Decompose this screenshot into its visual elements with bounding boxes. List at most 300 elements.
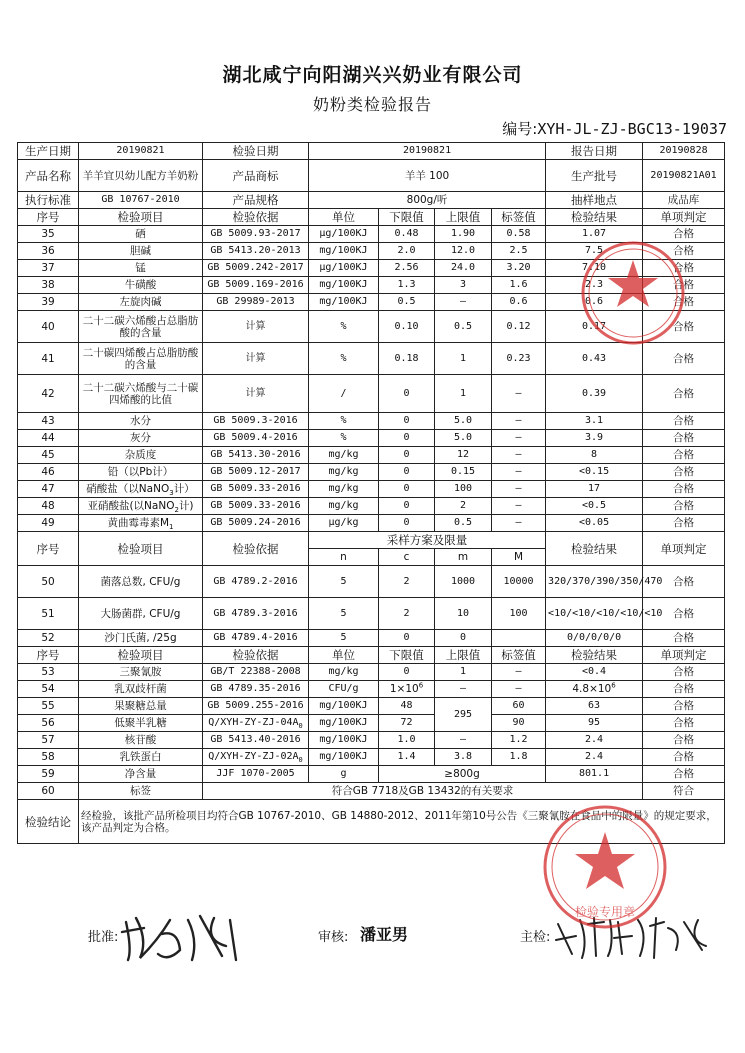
plan-M bbox=[492, 630, 546, 647]
unit: mg/100KJ bbox=[309, 277, 379, 294]
info-row-1 bbox=[18, 143, 725, 160]
upper-limit: 12 bbox=[435, 447, 492, 464]
loc-label: 抽样地点 bbox=[546, 192, 643, 209]
test-basis: GB 5009.255-2016 bbox=[203, 698, 309, 715]
lower-limit: 0 bbox=[379, 447, 435, 464]
judgement: 合格 bbox=[643, 498, 725, 515]
label-value: – bbox=[492, 375, 546, 413]
lower-limit: 0.10 bbox=[379, 311, 435, 343]
test-basis: GB 4789.4-2016 bbox=[203, 630, 309, 647]
judgement: 合格 bbox=[643, 447, 725, 464]
header-cell: 单项判定 bbox=[643, 647, 725, 664]
item-name-end: 计） bbox=[173, 483, 195, 495]
std-label: 执行标准 bbox=[18, 192, 79, 209]
table-row bbox=[18, 430, 725, 447]
label-requirement: 符合GB 7718及GB 13432的有关要求 bbox=[203, 783, 643, 800]
item-name: 二十碳四烯酸占总脂肪酸的含量 bbox=[79, 343, 203, 375]
test-result: <10/<10/<10/<10/<10 bbox=[546, 598, 643, 630]
upper-limit: 5.0 bbox=[435, 413, 492, 430]
lower-limit: 72 bbox=[379, 715, 435, 732]
unit: mg/kg bbox=[309, 481, 379, 498]
row-number: 35 bbox=[18, 226, 79, 243]
unit: mg/100KJ bbox=[309, 749, 379, 766]
upper-limit: 0.5 bbox=[435, 515, 492, 532]
row-number: 56 bbox=[18, 715, 79, 732]
row-number: 53 bbox=[18, 664, 79, 681]
item-name: 核苷酸 bbox=[79, 732, 203, 749]
header-cell: 检验结果 bbox=[546, 532, 643, 566]
item-name: 杂质度 bbox=[79, 447, 203, 464]
test-basis: GB/T 22388-2008 bbox=[203, 664, 309, 681]
test-result: 801.1 bbox=[546, 766, 643, 783]
conclusion-row bbox=[18, 800, 725, 844]
upper-limit: 0.15 bbox=[435, 464, 492, 481]
inspect-label: 主检: bbox=[520, 930, 551, 945]
sampling-location: 成品库 bbox=[643, 192, 725, 209]
insp-date-label: 检验日期 bbox=[203, 143, 309, 160]
table-row bbox=[18, 498, 725, 515]
header-cell: m bbox=[435, 549, 492, 566]
header-cell: 标签值 bbox=[492, 209, 546, 226]
item-name: 标签 bbox=[79, 783, 203, 800]
lower-limit: 0 bbox=[379, 430, 435, 447]
header-cell: c bbox=[379, 549, 435, 566]
serial-number bbox=[502, 118, 727, 139]
judgement: 合格 bbox=[643, 598, 725, 630]
label-value: 2.5 bbox=[492, 243, 546, 260]
table-row bbox=[18, 732, 725, 749]
plan-M: 100 bbox=[492, 598, 546, 630]
label-value: – bbox=[492, 413, 546, 430]
test-basis: GB 5009.12-2017 bbox=[203, 464, 309, 481]
label-value: 0.58 bbox=[492, 226, 546, 243]
test-result: 95 bbox=[546, 715, 643, 732]
judgement: 合格 bbox=[643, 681, 725, 698]
row-number: 58 bbox=[18, 749, 79, 766]
prod-date: 20190821 bbox=[79, 143, 203, 160]
row-number: 55 bbox=[18, 698, 79, 715]
upper-limit: – bbox=[435, 294, 492, 311]
test-result: 2.3 bbox=[546, 277, 643, 294]
upper-limit: 100 bbox=[435, 481, 492, 498]
upper-limit: 12.0 bbox=[435, 243, 492, 260]
stamp-label: 检验专用章 bbox=[574, 905, 636, 919]
row-number: 37 bbox=[18, 260, 79, 277]
lower-limit: 1.0 bbox=[379, 732, 435, 749]
test-basis: GB 5009.169-2016 bbox=[203, 277, 309, 294]
table-row bbox=[18, 783, 725, 800]
header-cell: 序号 bbox=[18, 647, 79, 664]
plan-c: 2 bbox=[379, 566, 435, 598]
upper-limit: 5.0 bbox=[435, 430, 492, 447]
report-table bbox=[17, 142, 725, 844]
test-basis: GB 5009.3-2016 bbox=[203, 413, 309, 430]
test-result: 3.1 bbox=[546, 413, 643, 430]
lower-limit: 0.48 bbox=[379, 226, 435, 243]
report-date-label: 报告日期 bbox=[546, 143, 643, 160]
judgement: 合格 bbox=[643, 375, 725, 413]
table-row bbox=[18, 766, 725, 783]
lower-limit: 0.5 bbox=[379, 294, 435, 311]
header-cell: 标签值 bbox=[492, 647, 546, 664]
lower-limit: 0 bbox=[379, 375, 435, 413]
row-number: 60 bbox=[18, 783, 79, 800]
row-number: 49 bbox=[18, 515, 79, 532]
label-value: 90 bbox=[492, 715, 546, 732]
row-number: 50 bbox=[18, 566, 79, 598]
plan-c: 2 bbox=[379, 598, 435, 630]
item-name: 二十二碳六烯酸与二十碳四烯酸的比值 bbox=[79, 375, 203, 413]
judgement: 合格 bbox=[643, 294, 725, 311]
header-cell: 检验依据 bbox=[203, 532, 309, 566]
unit: % bbox=[309, 311, 379, 343]
unit: μg/kg bbox=[309, 515, 379, 532]
batch: 20190821A01 bbox=[643, 160, 725, 192]
table-row bbox=[18, 226, 725, 243]
label-value: – bbox=[492, 664, 546, 681]
judgement: 合格 bbox=[643, 311, 725, 343]
test-basis-sub: 0 bbox=[298, 722, 303, 730]
test-result: 0/0/0/0/0 bbox=[546, 630, 643, 647]
item-name: 锰 bbox=[79, 260, 203, 277]
test-result: 63 bbox=[546, 698, 643, 715]
test-result: <0.4 bbox=[546, 664, 643, 681]
conclusion-label: 检验结论 bbox=[18, 800, 79, 844]
header-cell: 序号 bbox=[18, 209, 79, 226]
row-number: 47 bbox=[18, 481, 79, 498]
label-value: 1.2 bbox=[492, 732, 546, 749]
upper-limit: – bbox=[435, 681, 492, 698]
row-number: 36 bbox=[18, 243, 79, 260]
table-header-3 bbox=[18, 647, 725, 664]
label-value: – bbox=[492, 430, 546, 447]
unit: mg/100KJ bbox=[309, 698, 379, 715]
test-result: 0.17 bbox=[546, 311, 643, 343]
lower-limit: 2.0 bbox=[379, 243, 435, 260]
row-number: 41 bbox=[18, 343, 79, 375]
test-basis: GB 5009.4-2016 bbox=[203, 430, 309, 447]
test-basis: JJF 1070-2005 bbox=[203, 766, 309, 783]
judgement: 合格 bbox=[643, 515, 725, 532]
test-result: 2.4 bbox=[546, 749, 643, 766]
label-value: – bbox=[492, 498, 546, 515]
table-row bbox=[18, 243, 725, 260]
unit: mg/100KJ bbox=[309, 715, 379, 732]
table-header-2a bbox=[18, 532, 725, 549]
upper-limit: 2 bbox=[435, 498, 492, 515]
test-basis bbox=[203, 715, 309, 732]
item-name: 沙门氏菌, /25g bbox=[79, 630, 203, 647]
unit: μg/100KJ bbox=[309, 226, 379, 243]
label-value: – bbox=[492, 481, 546, 498]
item-name: 二十二碳六烯酸占总脂肪酸的含量 bbox=[79, 311, 203, 343]
approve-signature bbox=[118, 910, 248, 966]
item-name: 果聚糖总量 bbox=[79, 698, 203, 715]
unit: mg/kg bbox=[309, 464, 379, 481]
judgement: 合格 bbox=[643, 749, 725, 766]
test-result: 7.10 bbox=[546, 260, 643, 277]
test-basis-text: Q/XYH-ZY-ZJ-04A bbox=[208, 717, 299, 728]
prod-date-label: 生产日期 bbox=[18, 143, 79, 160]
upper-limit: 1 bbox=[435, 375, 492, 413]
item-name: 铅（以Pb计） bbox=[79, 464, 203, 481]
plan-n: 5 bbox=[309, 630, 379, 647]
test-result: 320/370/390/350/470 bbox=[546, 566, 643, 598]
header-cell: 检验结果 bbox=[546, 209, 643, 226]
inspect-signature bbox=[552, 910, 712, 962]
row-number: 39 bbox=[18, 294, 79, 311]
label-value: 0.23 bbox=[492, 343, 546, 375]
table-row bbox=[18, 413, 725, 430]
table-row bbox=[18, 715, 725, 732]
item-name-sub: 2 bbox=[174, 506, 179, 515]
header-cell: 单项判定 bbox=[643, 532, 725, 566]
name-label: 产品名称 bbox=[18, 160, 79, 192]
item-name: 牛磺酸 bbox=[79, 277, 203, 294]
test-basis: GB 4789.2-2016 bbox=[203, 566, 309, 598]
item-name-text: 亚硝酸盐(以NaNO bbox=[87, 500, 175, 512]
brand: 羊羊 100 bbox=[309, 160, 546, 192]
test-basis: GB 5413.40-2016 bbox=[203, 732, 309, 749]
micro-row bbox=[18, 566, 725, 598]
table-header-1 bbox=[18, 209, 725, 226]
table-row bbox=[18, 749, 725, 766]
exec-standard: GB 10767-2010 bbox=[79, 192, 203, 209]
test-basis: GB 5009.33-2016 bbox=[203, 498, 309, 515]
plan-M: 10000 bbox=[492, 566, 546, 598]
upper-limit: 295 bbox=[435, 698, 492, 732]
test-basis: GB 29989-2013 bbox=[203, 294, 309, 311]
item-name-text: 硝酸盐（以NaNO bbox=[86, 483, 170, 495]
item-name-sub: 3 bbox=[169, 489, 174, 498]
report-date: 20190828 bbox=[643, 143, 725, 160]
test-basis: GB 5413.20-2013 bbox=[203, 243, 309, 260]
unit: mg/100KJ bbox=[309, 243, 379, 260]
upper-limit: 1.90 bbox=[435, 226, 492, 243]
header-cell: 单项判定 bbox=[643, 209, 725, 226]
lower-limit-sup: 6 bbox=[418, 681, 424, 690]
unit: CFU/g bbox=[309, 681, 379, 698]
unit: % bbox=[309, 413, 379, 430]
label-value: 1.8 bbox=[492, 749, 546, 766]
header-cell: 检验依据 bbox=[203, 647, 309, 664]
conclusion-text: 经检验，该批产品所检项目均符合GB 10767-2010、GB 14880-2012、2011年第10号公告《三聚氰胺在食品中的限量》的规定要求，该产品判定为合格。 bbox=[79, 800, 725, 844]
upper-limit: 1 bbox=[435, 343, 492, 375]
judgement: 合格 bbox=[643, 732, 725, 749]
judgement: 合格 bbox=[643, 698, 725, 715]
unit: mg/kg bbox=[309, 664, 379, 681]
header-cell: 单位 bbox=[309, 209, 379, 226]
row-number: 59 bbox=[18, 766, 79, 783]
judgement: 合格 bbox=[643, 243, 725, 260]
upper-limit: 3.8 bbox=[435, 749, 492, 766]
row-number: 43 bbox=[18, 413, 79, 430]
row-number: 45 bbox=[18, 447, 79, 464]
table-row bbox=[18, 447, 725, 464]
lower-limit bbox=[379, 681, 435, 698]
test-basis: GB 5413.30-2016 bbox=[203, 447, 309, 464]
item-name bbox=[79, 515, 203, 532]
judgement: 合格 bbox=[643, 630, 725, 647]
item-name: 硒 bbox=[79, 226, 203, 243]
signature-row bbox=[0, 924, 745, 964]
label-value: – bbox=[492, 515, 546, 532]
lower-limit: 0 bbox=[379, 481, 435, 498]
judgement: 合格 bbox=[643, 481, 725, 498]
table-row bbox=[18, 664, 725, 681]
header-cell: 检验项目 bbox=[79, 647, 203, 664]
lower-limit-text: 1×10 bbox=[389, 683, 419, 695]
table-row bbox=[18, 681, 725, 698]
label-value: 3.20 bbox=[492, 260, 546, 277]
item-name: 菌落总数, CFU/g bbox=[79, 566, 203, 598]
row-number: 52 bbox=[18, 630, 79, 647]
item-name: 乳双歧杆菌 bbox=[79, 681, 203, 698]
header-cell: 下限值 bbox=[379, 647, 435, 664]
test-result: 0.39 bbox=[546, 375, 643, 413]
judgement: 合格 bbox=[643, 464, 725, 481]
upper-limit: – bbox=[435, 732, 492, 749]
table-row bbox=[18, 294, 725, 311]
item-name: 胆碱 bbox=[79, 243, 203, 260]
micro-row bbox=[18, 630, 725, 647]
judgement: 合格 bbox=[643, 715, 725, 732]
serial-label: 编号: bbox=[502, 120, 538, 138]
review-label: 审核: bbox=[318, 930, 349, 945]
row-number: 51 bbox=[18, 598, 79, 630]
header-cell: 下限值 bbox=[379, 209, 435, 226]
info-row-3 bbox=[18, 192, 725, 209]
header-cell: M bbox=[492, 549, 546, 566]
item-name: 净含量 bbox=[79, 766, 203, 783]
item-name bbox=[79, 481, 203, 498]
spec-label: 产品规格 bbox=[203, 192, 309, 209]
table-row bbox=[18, 464, 725, 481]
insp-date: 20190821 bbox=[309, 143, 546, 160]
judgement: 合格 bbox=[643, 664, 725, 681]
lower-limit: 2.56 bbox=[379, 260, 435, 277]
header-cell: 单位 bbox=[309, 647, 379, 664]
test-basis-text: Q/XYH-ZY-ZJ-02A bbox=[208, 751, 299, 762]
unit: mg/kg bbox=[309, 447, 379, 464]
lower-limit: 0 bbox=[379, 464, 435, 481]
item-name-text: 黄曲霉毒素M bbox=[107, 517, 170, 529]
approve-label: 批准: bbox=[88, 930, 119, 945]
spec: 800g/听 bbox=[309, 192, 546, 209]
test-result: 17 bbox=[546, 481, 643, 498]
table-row bbox=[18, 277, 725, 294]
table-row bbox=[18, 698, 725, 715]
test-result-sup: 6 bbox=[611, 681, 616, 690]
item-name-sub: 1 bbox=[169, 523, 174, 532]
review-signature: 潘亚男 bbox=[360, 925, 409, 944]
unit: g bbox=[309, 766, 379, 783]
item-name bbox=[79, 498, 203, 515]
judgement: 合格 bbox=[643, 260, 725, 277]
row-number: 48 bbox=[18, 498, 79, 515]
unit: mg/100KJ bbox=[309, 732, 379, 749]
upper-limit: 3 bbox=[435, 277, 492, 294]
judgement: 符合 bbox=[643, 783, 725, 800]
test-result: 7.5 bbox=[546, 243, 643, 260]
upper-limit: 1 bbox=[435, 664, 492, 681]
label-value: 1.6 bbox=[492, 277, 546, 294]
judgement: 合格 bbox=[643, 277, 725, 294]
label-value: – bbox=[492, 464, 546, 481]
table-row bbox=[18, 515, 725, 532]
test-basis: GB 5009.93-2017 bbox=[203, 226, 309, 243]
test-basis-sub: 0 bbox=[298, 756, 303, 764]
unit: μg/100KJ bbox=[309, 260, 379, 277]
header-cell: 检验结果 bbox=[546, 647, 643, 664]
table-row bbox=[18, 481, 725, 498]
test-result: <0.5 bbox=[546, 498, 643, 515]
header-cell: 上限值 bbox=[435, 647, 492, 664]
row-number: 40 bbox=[18, 311, 79, 343]
lower-limit: 48 bbox=[379, 698, 435, 715]
header-cell: 检验项目 bbox=[79, 209, 203, 226]
header-cell: 上限值 bbox=[435, 209, 492, 226]
upper-limit: 0.5 bbox=[435, 311, 492, 343]
unit: mg/100KJ bbox=[309, 294, 379, 311]
item-name: 大肠菌群, CFU/g bbox=[79, 598, 203, 630]
test-basis: GB 4789.3-2016 bbox=[203, 598, 309, 630]
unit: / bbox=[309, 375, 379, 413]
row-number: 38 bbox=[18, 277, 79, 294]
report-title: 奶粉类检验报告 bbox=[312, 95, 432, 114]
item-name-end: 计) bbox=[178, 500, 194, 512]
lower-limit: 0.18 bbox=[379, 343, 435, 375]
label-value: – bbox=[492, 681, 546, 698]
judgement: 合格 bbox=[643, 566, 725, 598]
header-cell: 序号 bbox=[18, 532, 79, 566]
label-value: 0.12 bbox=[492, 311, 546, 343]
table-row bbox=[18, 343, 725, 375]
company-name: 湖北咸宁向阳湖兴兴奶业有限公司 bbox=[222, 64, 523, 86]
table-row bbox=[18, 311, 725, 343]
info-row-2 bbox=[18, 160, 725, 192]
test-basis: GB 5009.24-2016 bbox=[203, 515, 309, 532]
test-result: 1.07 bbox=[546, 226, 643, 243]
label-value: – bbox=[492, 447, 546, 464]
test-result: 0.43 bbox=[546, 343, 643, 375]
plan-m: 10 bbox=[435, 598, 492, 630]
unit: % bbox=[309, 430, 379, 447]
item-name: 低聚半乳糖 bbox=[79, 715, 203, 732]
item-name: 三聚氰胺 bbox=[79, 664, 203, 681]
unit: mg/kg bbox=[309, 498, 379, 515]
judgement: 合格 bbox=[643, 226, 725, 243]
lower-limit: 0 bbox=[379, 413, 435, 430]
label-value: 0.6 bbox=[492, 294, 546, 311]
label-value: 60 bbox=[492, 698, 546, 715]
row-number: 42 bbox=[18, 375, 79, 413]
serial-value: XYH-JL-ZJ-BGC13-19037 bbox=[537, 120, 727, 138]
lower-limit: 0 bbox=[379, 664, 435, 681]
lower-limit: 1.4 bbox=[379, 749, 435, 766]
table-row bbox=[18, 375, 725, 413]
test-basis: GB 5009.33-2016 bbox=[203, 481, 309, 498]
plan-m: 0 bbox=[435, 630, 492, 647]
test-result: 0.6 bbox=[546, 294, 643, 311]
row-number: 44 bbox=[18, 430, 79, 447]
unit: % bbox=[309, 343, 379, 375]
plan-m: 1000 bbox=[435, 566, 492, 598]
test-basis: GB 4789.35-2016 bbox=[203, 681, 309, 698]
net-content-limit: ≥800g bbox=[379, 766, 546, 783]
test-result bbox=[546, 681, 643, 698]
plan-n: 5 bbox=[309, 566, 379, 598]
